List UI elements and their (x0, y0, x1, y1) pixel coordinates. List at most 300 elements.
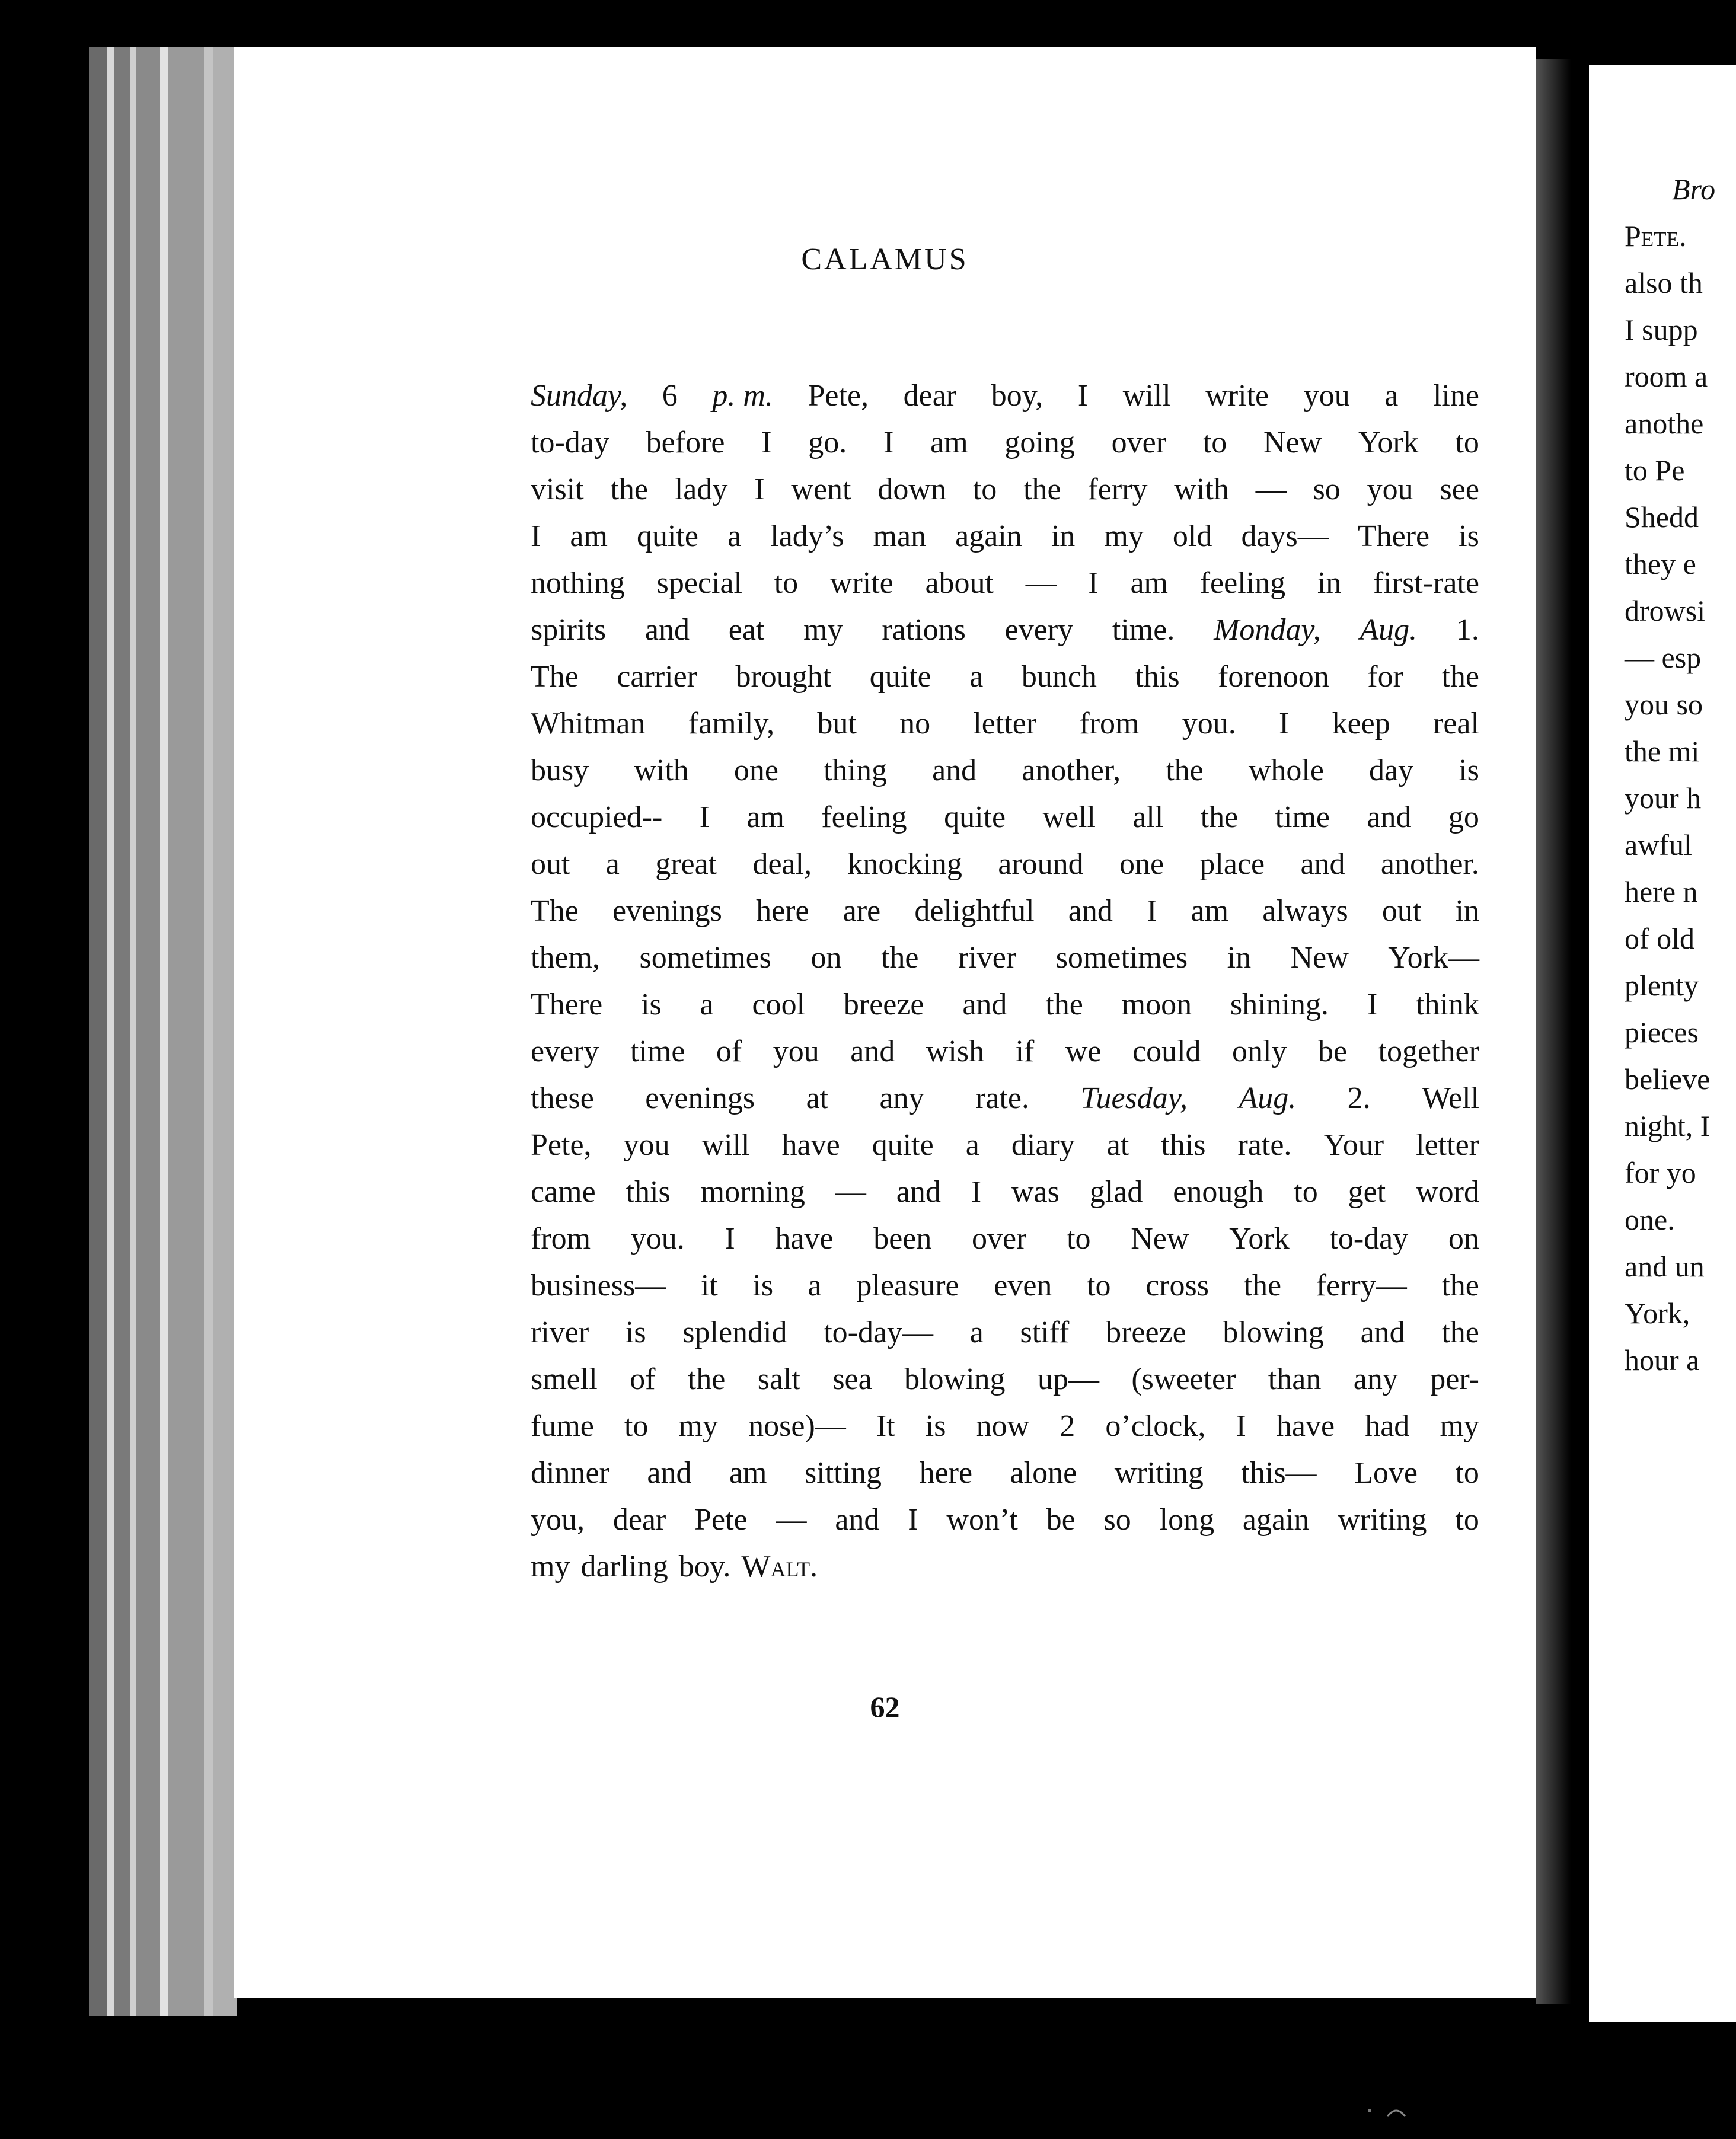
word: will (701, 1128, 750, 1162)
word: around (998, 847, 1084, 881)
right-page-line: one. (1625, 1203, 1675, 1236)
word: see (1440, 473, 1479, 506)
word: now (976, 1409, 1030, 1443)
word: am (1191, 894, 1229, 928)
text-line (531, 1262, 1479, 1309)
word: you, (531, 1503, 585, 1537)
word: eat (728, 613, 765, 647)
word: I (1367, 988, 1378, 1021)
word: per- (1430, 1362, 1479, 1396)
right-page-line: hour a (1625, 1343, 1700, 1377)
word: before (646, 426, 725, 459)
word: I (699, 800, 710, 834)
word: on (810, 941, 842, 975)
word: p. m. (712, 379, 773, 413)
word: word (1416, 1175, 1479, 1209)
word: dear (612, 1503, 666, 1537)
word: you. (1182, 707, 1236, 740)
word: ferry— (1316, 1269, 1407, 1302)
word: to (1202, 426, 1227, 459)
text-line (531, 1543, 1479, 1590)
text-line (531, 560, 1479, 606)
word: smell (531, 1362, 598, 1396)
right-page-line: believe (1625, 1062, 1711, 1096)
word: so (1313, 473, 1341, 506)
text-line (531, 1028, 1479, 1075)
word: the (1166, 754, 1204, 787)
word: one (1119, 847, 1164, 881)
word: together (1378, 1035, 1479, 1068)
word: Tuesday, (1080, 1081, 1188, 1115)
word: days— (1241, 519, 1329, 553)
word: in (1317, 566, 1342, 600)
right-page-line: Shedd (1625, 500, 1699, 534)
word: York (1358, 426, 1419, 459)
right-page-text (1625, 166, 1715, 1384)
word: this (1135, 660, 1180, 694)
word: lady’s (770, 519, 844, 553)
word: get (1348, 1175, 1386, 1209)
word: one (733, 754, 778, 787)
word: man (873, 519, 927, 553)
word: visit (531, 473, 584, 506)
word: am (746, 800, 784, 834)
word: I (1236, 1409, 1246, 1443)
word: the (1023, 473, 1061, 506)
word: time. (1112, 613, 1175, 647)
word: I (531, 519, 541, 553)
word: knocking (847, 847, 962, 881)
word: I (908, 1503, 918, 1537)
running-header: CALAMUS (801, 242, 969, 276)
word: lady (674, 473, 728, 506)
word: and (1068, 894, 1113, 928)
word: — (776, 1503, 807, 1537)
word: had (1365, 1409, 1410, 1443)
word: to (1294, 1175, 1318, 1209)
word: enough (1173, 1175, 1264, 1209)
word: will (1122, 379, 1171, 413)
word: feeling (1199, 566, 1286, 600)
word: and (1367, 800, 1412, 834)
word: cross (1145, 1269, 1209, 1302)
word: in (1227, 941, 1252, 975)
word: quite (637, 519, 698, 553)
text-line (531, 1450, 1479, 1496)
word: a (969, 1316, 984, 1349)
word: and (1360, 1316, 1405, 1349)
word: letter (973, 707, 1037, 740)
word: pleasure (856, 1269, 959, 1302)
word: 6 (662, 379, 678, 413)
word: these (531, 1081, 594, 1115)
word: my (803, 613, 843, 647)
word: thing (824, 754, 887, 787)
word: 2. (1347, 1081, 1371, 1115)
word: you (623, 1128, 670, 1162)
word: went (791, 473, 851, 506)
word: New (1290, 941, 1349, 975)
word: is (625, 1316, 646, 1349)
word: am (1130, 566, 1168, 600)
word: I (725, 1222, 735, 1256)
word: boy. (678, 1550, 731, 1584)
word: another. (1380, 847, 1479, 881)
word: and (896, 1175, 941, 1209)
word: salt (757, 1362, 800, 1396)
word: at (806, 1081, 829, 1115)
text-line (531, 841, 1479, 887)
word: the (1200, 800, 1239, 834)
word: 2 (1060, 1409, 1076, 1443)
word: to-day— (824, 1316, 934, 1349)
word: the (1441, 660, 1479, 694)
word: out (531, 847, 570, 881)
word: came (531, 1175, 596, 1209)
text-line (531, 606, 1479, 653)
word: deal, (752, 847, 812, 881)
word: quite (869, 660, 931, 694)
word: again (1242, 1503, 1310, 1537)
word: the (1045, 988, 1083, 1021)
word: time (1275, 800, 1330, 834)
word: forenoon (1218, 660, 1329, 694)
text-line (531, 1075, 1479, 1122)
word: (sweeter (1131, 1362, 1236, 1396)
word: The (531, 894, 579, 928)
word: line (1432, 379, 1479, 413)
word: always (1262, 894, 1348, 928)
word: this (626, 1175, 671, 1209)
scan-speck-marks (1364, 2099, 1411, 2122)
word: sitting (805, 1456, 882, 1490)
word: have (1276, 1409, 1335, 1443)
word: quite (944, 800, 1006, 834)
text-line (531, 1496, 1479, 1543)
word: you (773, 1035, 819, 1068)
word: write (1205, 379, 1269, 413)
word: Whitman (531, 707, 646, 740)
word: blowing (904, 1362, 1006, 1396)
word: great (655, 847, 717, 881)
word: the (1441, 1269, 1479, 1302)
text-line (531, 653, 1479, 700)
word: bunch (1021, 660, 1097, 694)
word: my (531, 1550, 570, 1584)
right-page-line: night, I (1625, 1109, 1711, 1142)
word: to (1455, 426, 1479, 459)
word: occupied-- (531, 800, 663, 834)
word: to (774, 566, 799, 600)
word: I (1088, 566, 1099, 600)
word: There (531, 988, 603, 1021)
word: with (1174, 473, 1229, 506)
word: for (1367, 660, 1403, 694)
word: first-rate (1373, 566, 1479, 600)
word: am (729, 1456, 767, 1490)
word: you. (630, 1222, 685, 1256)
word: going (1004, 426, 1075, 459)
word: New (1131, 1222, 1189, 1256)
word: is (641, 988, 662, 1021)
word: over (1111, 426, 1167, 459)
word: breeze (1106, 1316, 1186, 1349)
word: was (1011, 1175, 1060, 1209)
word: about (925, 566, 994, 600)
word: to (1087, 1269, 1111, 1302)
word: I (761, 426, 772, 459)
word: a (969, 660, 984, 694)
text-line (531, 700, 1479, 747)
text-line (531, 934, 1479, 981)
text-line (531, 419, 1479, 466)
word: write (829, 566, 893, 600)
word: York (1229, 1222, 1290, 1256)
text-line (531, 794, 1479, 841)
word: place (1199, 847, 1265, 881)
word: from (531, 1222, 591, 1256)
right-page-line: anothe (1625, 407, 1704, 440)
word: is (1459, 519, 1479, 553)
word: go. (808, 426, 847, 459)
text-line (531, 1356, 1479, 1403)
word: Pete (694, 1503, 748, 1537)
word: the (1243, 1269, 1282, 1302)
word: you (1303, 379, 1350, 413)
right-page-line: of old (1625, 922, 1695, 955)
word: It (876, 1409, 895, 1443)
word: cool (752, 988, 806, 1021)
word: Love (1354, 1456, 1418, 1490)
word: even (994, 1269, 1052, 1302)
text-line (531, 1169, 1479, 1215)
word: delightful (914, 894, 1035, 928)
word: think (1416, 988, 1479, 1021)
word: go (1448, 800, 1479, 834)
word: boy, (991, 379, 1043, 413)
word: my (1104, 519, 1144, 553)
word: every (531, 1035, 599, 1068)
text-line (531, 747, 1479, 794)
word: my (1440, 1409, 1479, 1443)
word: to-day (1329, 1222, 1409, 1256)
word: my (678, 1409, 718, 1443)
word: York— (1388, 941, 1479, 975)
word: every (1004, 613, 1074, 647)
text-line (531, 513, 1479, 560)
word: business— (531, 1269, 666, 1302)
word: and (647, 1456, 692, 1490)
word: and (932, 754, 977, 787)
word: from (1079, 707, 1140, 740)
word: dinner (531, 1456, 609, 1490)
word: are (843, 894, 881, 928)
letter-body (531, 372, 1479, 1590)
right-page-line: here n (1625, 875, 1698, 908)
word: have (781, 1128, 840, 1162)
word: Your (1323, 1128, 1384, 1162)
page-number: 62 (870, 1690, 900, 1723)
word: carrier (617, 660, 697, 694)
word: only (1232, 1035, 1287, 1068)
word: I (1077, 379, 1089, 413)
word: writing (1338, 1503, 1427, 1537)
word: moon (1121, 988, 1192, 1021)
text-line (531, 1122, 1479, 1169)
word: I (1147, 894, 1157, 928)
word: be (1317, 1035, 1348, 1068)
text-line (531, 1403, 1479, 1450)
word: and (850, 1035, 895, 1068)
right-page-line: — esp (1625, 641, 1702, 674)
word: no (899, 707, 931, 740)
word: to (1067, 1222, 1091, 1256)
word: at (1106, 1128, 1129, 1162)
word: so (1103, 1503, 1131, 1537)
word: Sunday, (531, 379, 628, 413)
word: I (883, 426, 894, 459)
word: whole (1248, 754, 1324, 787)
word: keep (1332, 707, 1390, 740)
word: I (754, 473, 765, 506)
word: o’clock, (1105, 1409, 1206, 1443)
word: we (1065, 1035, 1102, 1068)
word: any (879, 1081, 924, 1115)
word: evenings (612, 894, 722, 928)
right-page-line: they e (1625, 547, 1696, 580)
word: Pete, (531, 1128, 592, 1162)
word: Pete, (808, 379, 869, 413)
word: this— (1241, 1456, 1317, 1490)
word: well (1042, 800, 1096, 834)
right-page-fragment (1589, 65, 1736, 2022)
word: busy (531, 754, 589, 787)
right-page-line: and un (1625, 1250, 1705, 1283)
right-page-line: York, (1625, 1297, 1690, 1330)
word: — (835, 1175, 866, 1209)
right-page-line: for yo (1625, 1156, 1696, 1189)
word: quite (872, 1128, 934, 1162)
word: and (835, 1503, 880, 1537)
word: real (1433, 707, 1479, 740)
text-line (531, 981, 1479, 1028)
word: The (531, 660, 579, 694)
word: to (1455, 1503, 1479, 1537)
word: out (1381, 894, 1422, 928)
word: is (1459, 754, 1479, 787)
word: dear (903, 379, 957, 413)
word: rate. (975, 1081, 1029, 1115)
word: than (1268, 1362, 1322, 1396)
word: to-day (531, 426, 609, 459)
word: is (752, 1269, 774, 1302)
word: Aug. (1239, 1081, 1297, 1115)
word: am (570, 519, 608, 553)
word: the (1441, 1316, 1479, 1349)
word: a (808, 1269, 822, 1302)
word: rations (882, 613, 966, 647)
right-page-line: Pete. (1625, 219, 1687, 253)
word: a (605, 847, 620, 881)
word: brought (735, 660, 832, 694)
word: down (877, 473, 946, 506)
word: a (965, 1128, 979, 1162)
right-page-line: awful (1625, 828, 1692, 861)
text-line (531, 887, 1479, 934)
word: you (1367, 473, 1413, 506)
text-line (531, 466, 1479, 513)
word: writing (1114, 1456, 1204, 1490)
word: river (531, 1316, 589, 1349)
word: nose)— (748, 1409, 846, 1443)
word: them, (531, 941, 600, 975)
right-page-line: room a (1625, 360, 1708, 393)
word: New (1263, 426, 1322, 459)
word: Monday, (1214, 613, 1321, 647)
word: and (1300, 847, 1345, 881)
word: Aug. (1360, 613, 1418, 647)
word: ferry (1087, 473, 1148, 506)
word: 1. (1456, 613, 1479, 647)
right-page-line: your h (1625, 781, 1702, 815)
right-page-line: also th (1625, 266, 1703, 299)
word: be (1046, 1503, 1076, 1537)
word: old (1172, 519, 1212, 553)
word: I (971, 1175, 982, 1209)
word: with (634, 754, 689, 787)
word: all (1132, 800, 1164, 834)
text-line (531, 1215, 1479, 1262)
word: There (1357, 519, 1430, 553)
word: day (1369, 754, 1414, 787)
word: time (630, 1035, 685, 1068)
word: in (1051, 519, 1076, 553)
word: special (656, 566, 742, 600)
word: glad (1089, 1175, 1143, 1209)
right-page-line: you so (1625, 688, 1703, 721)
right-page-line: plenty (1625, 969, 1699, 1002)
word: diary (1011, 1128, 1075, 1162)
word: again (955, 519, 1022, 553)
word: Well (1422, 1081, 1479, 1115)
book-page-edges (89, 47, 237, 2016)
word: blowing (1223, 1316, 1324, 1349)
word: another, (1022, 754, 1121, 787)
word: have (775, 1222, 834, 1256)
word: the (610, 473, 648, 506)
word: it (700, 1269, 718, 1302)
word: this (1161, 1128, 1206, 1162)
word: rate. (1237, 1128, 1292, 1162)
word: a (700, 988, 714, 1021)
word: up— (1037, 1362, 1099, 1396)
word: Walt. (741, 1550, 818, 1584)
word: a (1384, 379, 1399, 413)
word: am (930, 426, 968, 459)
word: been (873, 1222, 932, 1256)
word: morning (700, 1175, 805, 1209)
word: the (687, 1362, 726, 1396)
right-page-line: Bro (1672, 173, 1716, 206)
word: to (972, 473, 997, 506)
right-page-line: I supp (1625, 313, 1698, 346)
text-line (531, 372, 1479, 419)
word: won’t (946, 1503, 1018, 1537)
right-page-line: pieces (1625, 1016, 1699, 1049)
left-page (234, 47, 1536, 1998)
word: — (1025, 566, 1057, 600)
word: evenings (645, 1081, 755, 1115)
